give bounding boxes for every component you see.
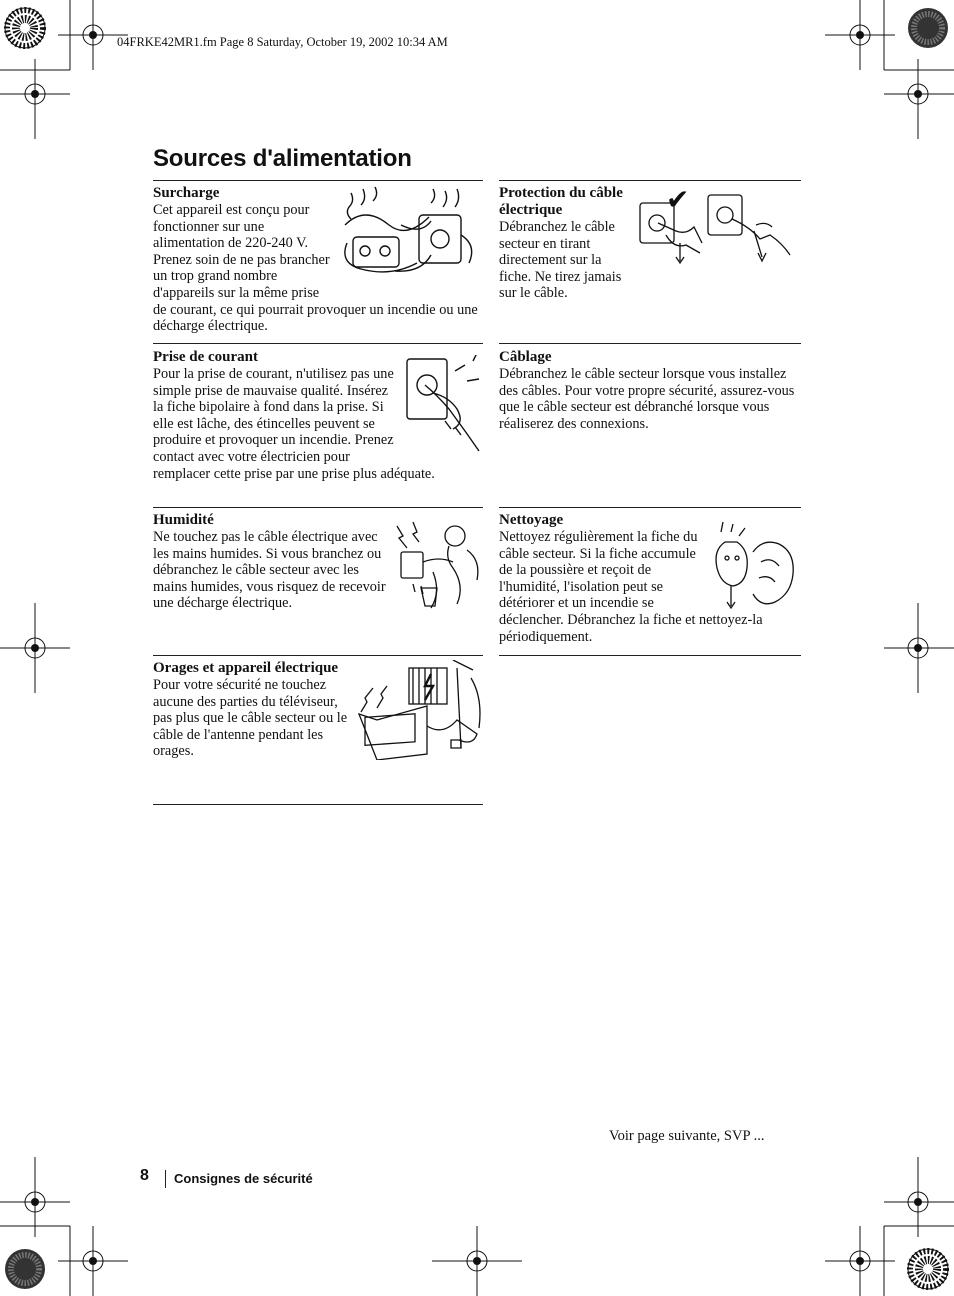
divider xyxy=(153,507,483,508)
divider xyxy=(153,655,483,656)
cleaning-plug-illustration xyxy=(705,518,801,610)
divider xyxy=(153,343,483,344)
section-heading: Humidité xyxy=(153,512,214,528)
section-cablage xyxy=(499,349,801,432)
plug-in-outlet-illustration xyxy=(403,355,483,455)
section-body: Cet appareil est conçu pour fonctionner sur une alimentation de 220-240 V. Prenez soin de ne pas brancher un trop grand nombre d'appareils sur la même prise de courant, ce qui pourrait provoquer un incendie ou une décharge électrique. xyxy=(153,202,478,335)
section-surcharge xyxy=(153,185,481,335)
section-prise-courant xyxy=(153,349,483,482)
page-title: Sources d'alimentation xyxy=(153,145,412,172)
section-heading: Orages et appareil électrique xyxy=(153,660,339,676)
divider xyxy=(499,507,801,508)
section-heading: Protection du câble électrique xyxy=(499,185,623,218)
divider xyxy=(499,655,801,656)
section-body: Ne touchez pas le câble électrique avec les mains humides. Si vous branchez ou débranchez le câble secteur avec les mains humides, vous risquez de recevoir une décharge électrique. xyxy=(153,529,386,612)
page-number: 8 xyxy=(140,1167,149,1184)
section-orages xyxy=(153,660,483,760)
file-header-line: 04FRKE42MR1.fm Page 8 Saturday, October 19, 2002 10:34 AM xyxy=(117,35,448,49)
section-humidite xyxy=(153,512,483,612)
continue-note: Voir page suivante, SVP ... xyxy=(609,1128,765,1144)
divider xyxy=(499,180,801,181)
section-heading: Câblage xyxy=(499,349,552,365)
divider xyxy=(153,180,483,181)
section-body: Nettoyez régulièrement la fiche du câble secteur. Si la fiche accumule de la poussière et reçoit de l'humidité, l'isolation peut se détériorer et un incendie se déclencher. Débranchez la fiche et nettoyez-la périodiquement. xyxy=(499,529,763,645)
footer-section-label: Consignes de sécurité xyxy=(174,1171,313,1186)
section-heading: Prise de courant xyxy=(153,349,258,365)
section-body: Pour votre sécurité ne touchez aucune des parties du téléviseur, pas plus que le câble secteur ou le câble de l'antenne pendant les orages. xyxy=(153,677,348,760)
checkmark-icon: ✔ xyxy=(666,185,690,216)
section-heading: Surcharge xyxy=(153,185,220,201)
divider xyxy=(499,343,801,344)
section-body: Pour la prise de courant, n'utilisez pas une simple prise de mauvaise qualité. Insérez la fiche bipolaire à fond dans la prise. Si elle est lâche, des étincelles peuvent se produire et provoquer un incendie. Prenez contact avec votre électricien pour remplacer cette prise par une prise plus adéquate. xyxy=(153,366,435,482)
section-body: Débranchez le câble secteur en tirant directement sur la fiche. Ne tirez jamais sur le câble. xyxy=(499,219,622,302)
unplug-by-plug-illustration xyxy=(636,185,801,277)
section-nettoyage xyxy=(499,512,801,645)
section-body: Débranchez le câble secteur lorsque vous installez des câbles. Pour votre propre sécurité, assurez-vous que le câble secteur est débranché lorsque vous réaliserez des connexions. xyxy=(499,366,795,432)
footer-separator xyxy=(165,1170,166,1188)
divider xyxy=(153,804,483,805)
section-heading: Nettoyage xyxy=(499,512,564,528)
wet-hands-illustration xyxy=(393,518,483,610)
section-protection-cable xyxy=(499,185,801,302)
overloaded-outlet-illustration xyxy=(341,185,481,285)
tv-lightning-illustration xyxy=(355,660,483,760)
